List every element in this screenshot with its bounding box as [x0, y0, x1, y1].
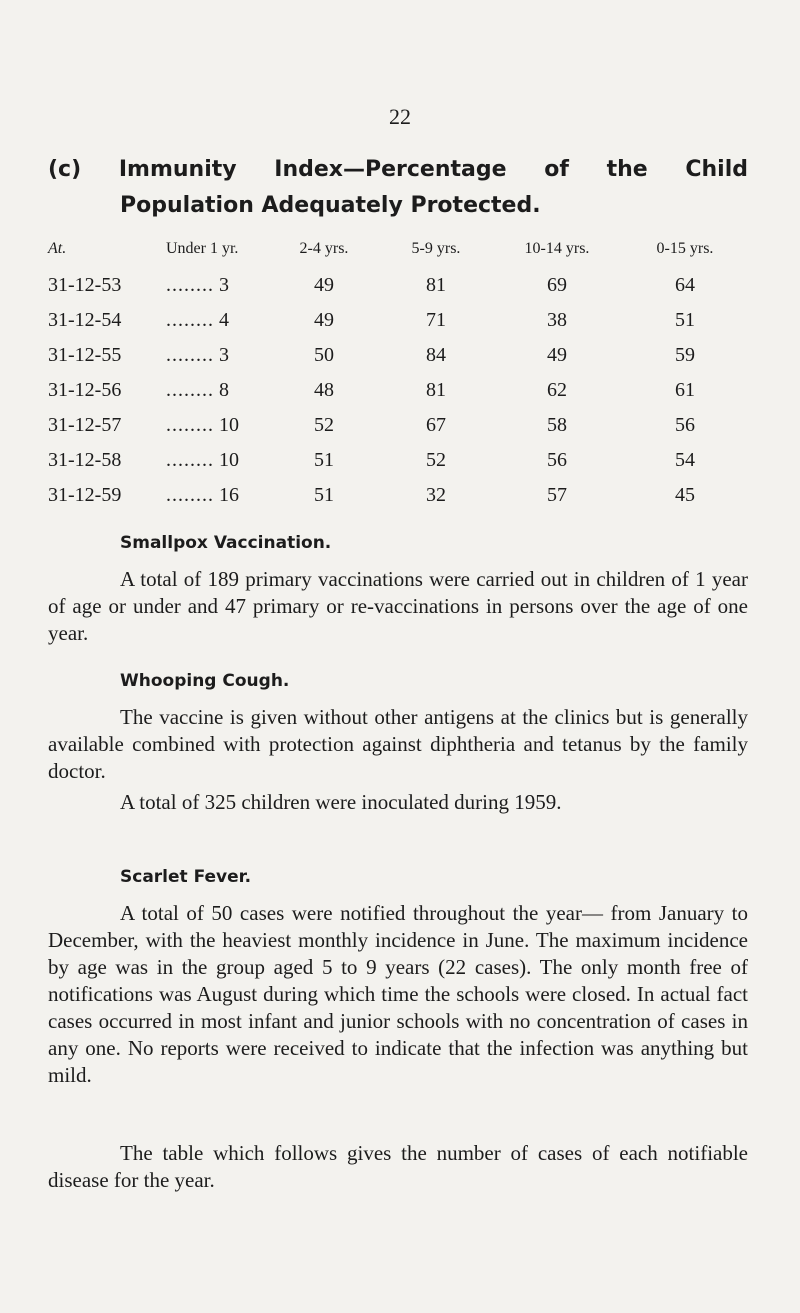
dot-leader: ........ — [166, 484, 214, 506]
immunity-heading — [48, 152, 748, 224]
dot-leader: ........ — [166, 379, 214, 401]
column-header: 5-9 yrs. — [411, 240, 461, 257]
row-value-y2-4: 49 — [314, 309, 334, 331]
column-header: 2-4 yrs. — [299, 240, 349, 257]
page-number: 22 — [389, 104, 411, 129]
row-date: 31-12-59 — [48, 484, 122, 506]
row-under-1-value: 16 — [219, 484, 239, 506]
dot-leader: ........ — [166, 449, 214, 471]
row-value-y0-15: 56 — [675, 414, 695, 436]
table-row — [48, 303, 748, 338]
row-value-y5-9: 52 — [426, 449, 446, 471]
row-value-y5-9: 81 — [426, 379, 446, 401]
row-under-1-value: 10 — [219, 449, 239, 471]
row-value-y10-14: 56 — [547, 449, 567, 471]
row-value-y0-15: 54 — [675, 449, 695, 471]
scarlet-fever-heading: Scarlet Fever. — [120, 867, 252, 887]
row-value-y10-14: 58 — [547, 414, 567, 436]
row-value-y5-9: 71 — [426, 309, 446, 331]
row-value-y5-9: 81 — [426, 274, 446, 296]
row-value-y10-14: 62 — [547, 379, 567, 401]
row-under-1 — [166, 373, 268, 408]
row-value-y5-9: 32 — [426, 484, 446, 506]
row-value-y10-14: 69 — [547, 274, 567, 296]
row-under-1-value: 3 — [219, 344, 229, 366]
row-under-1 — [166, 338, 268, 373]
row-under-1-value: 10 — [219, 414, 239, 436]
row-value-y10-14: 57 — [547, 484, 567, 506]
row-value-y2-4: 51 — [314, 484, 334, 506]
row-value-y5-9: 84 — [426, 344, 446, 366]
row-value-y0-15: 64 — [675, 274, 695, 296]
row-under-1 — [166, 268, 268, 303]
row-under-1-value: 4 — [219, 309, 229, 331]
row-under-1 — [166, 443, 268, 478]
row-date: 31-12-53 — [48, 274, 122, 296]
dot-leader: ........ — [166, 309, 214, 331]
column-header: 0-15 yrs. — [656, 240, 714, 257]
column-header: At. — [48, 240, 67, 257]
whooping-cough-paragraph-1: The vaccine is given without other antigens at the clinics but is generally available combined with protection against diphtheria and tetanus by the family doctor. — [48, 705, 748, 783]
column-header: 10-14 yrs. — [524, 240, 590, 257]
row-value-y2-4: 49 — [314, 274, 334, 296]
scarlet-fever-paragraph-1: A total of 50 cases were notified throughout the year— from January to December, with the heaviest monthly incidence in June. The maximum incidence by age was in the group aged 5 to 9 years (22 cases). The only month free of notifications was August during which time the schools were closed. In actual fact cases occurred in most infant and junior schools with no concentration of cases in any one. No reports were received to indicate that the infection was anything but mild. — [48, 901, 748, 1087]
table-row — [48, 443, 748, 478]
table-row — [48, 408, 748, 443]
row-under-1 — [166, 303, 268, 338]
row-value-y2-4: 52 — [314, 414, 334, 436]
row-value-y10-14: 38 — [547, 309, 567, 331]
row-date: 31-12-57 — [48, 414, 122, 436]
row-value-y2-4: 50 — [314, 344, 334, 366]
row-date: 31-12-54 — [48, 309, 122, 331]
smallpox-heading: Smallpox Vaccination. — [120, 533, 332, 553]
dot-leader: ........ — [166, 414, 214, 436]
table-row — [48, 268, 748, 303]
immunity-table — [48, 230, 748, 513]
dot-leader: ........ — [166, 274, 214, 296]
smallpox-paragraph: A total of 189 primary vaccinations were carried out in children of 1 year of age or under and 47 primary or re-vaccinations in persons over the age of one year. — [48, 567, 748, 645]
row-under-1 — [166, 408, 268, 443]
scarlet-fever-paragraph-2: The table which follows gives the number of cases of each notifiable disease for the year. — [48, 1141, 748, 1192]
immunity-heading-line2: Population Adequately Protected. — [120, 193, 541, 218]
row-value-y0-15: 59 — [675, 344, 695, 366]
table-row — [48, 373, 748, 408]
row-date: 31-12-58 — [48, 449, 122, 471]
table-header-row — [48, 230, 748, 268]
table-row — [48, 338, 748, 373]
row-date: 31-12-56 — [48, 379, 122, 401]
dot-leader: ........ — [166, 344, 214, 366]
immunity-heading-line1: (c) Immunity Index—Percentage of the Child — [48, 157, 748, 182]
row-under-1-value: 8 — [219, 379, 229, 401]
row-value-y5-9: 67 — [426, 414, 446, 436]
row-value-y0-15: 61 — [675, 379, 695, 401]
row-value-y2-4: 48 — [314, 379, 334, 401]
row-under-1-value: 3 — [219, 274, 229, 296]
table-row — [48, 478, 748, 513]
row-value-y0-15: 51 — [675, 309, 695, 331]
row-date: 31-12-55 — [48, 344, 122, 366]
whooping-cough-heading: Whooping Cough. — [120, 671, 290, 691]
row-value-y10-14: 49 — [547, 344, 567, 366]
column-header: Under 1 yr. — [166, 240, 239, 257]
row-value-y0-15: 45 — [675, 484, 695, 506]
row-value-y2-4: 51 — [314, 449, 334, 471]
row-under-1 — [166, 478, 268, 513]
whooping-cough-paragraph-2: A total of 325 children were inoculated during 1959. — [120, 790, 562, 814]
